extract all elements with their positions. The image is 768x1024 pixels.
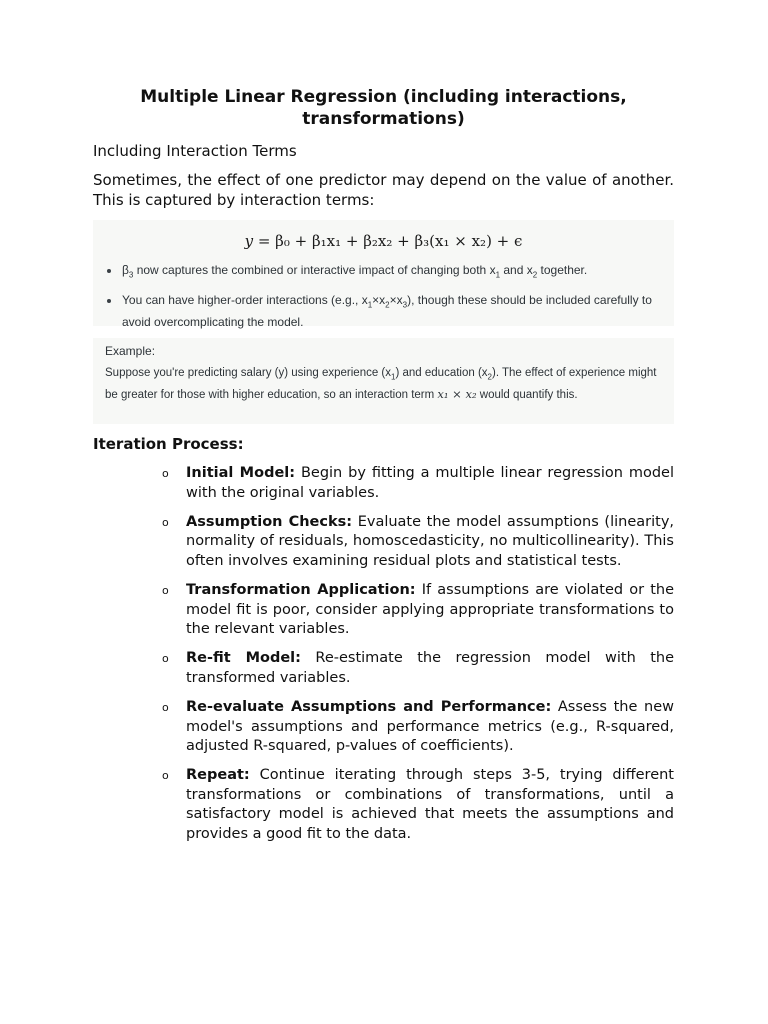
bullet-text: β <box>122 263 129 277</box>
step-title: Transformation Application: <box>186 581 416 598</box>
step-title: Repeat: <box>186 767 250 784</box>
step-body: Continue iterating through steps 3-5, trying different transformations or combinations of transformations, until a satisfactory model is achieved that meets the assumptions and provides a good fit to the data. <box>186 767 674 842</box>
step-transformation-application <box>162 581 674 640</box>
step-body: Re-estimate the regression model with the transformed variables. <box>186 650 674 686</box>
step-body: Assess the new model's assumptions and performance metrics (e.g., R-squared, adjusted R-squared, p-values of coefficients). <box>186 698 674 755</box>
bullet-marker: o <box>162 583 169 597</box>
example-panel <box>93 338 674 424</box>
bullet-text: together. <box>537 263 588 277</box>
bullet-marker: o <box>162 700 169 714</box>
step-title: Assumption Checks: <box>186 513 353 530</box>
subscript: 1 <box>367 300 373 310</box>
subscript: 2 <box>532 270 538 280</box>
bullet-marker: o <box>162 652 169 666</box>
bullet-marker: o <box>162 515 169 529</box>
step-assumption-checks <box>162 513 674 572</box>
interaction-formula <box>93 232 674 250</box>
subscript: 1 <box>391 372 396 382</box>
step-title: Re-fit Model: <box>186 650 301 667</box>
step-title: Initial Model: <box>186 465 296 481</box>
step-refit-model <box>162 649 674 688</box>
page-title: Multiple Linear Regression (including interactions, transformations) <box>140 87 627 129</box>
subscript: 3 <box>402 300 408 310</box>
bullet-text: ), though these should be included carefully to avoid overcomplicating the model. <box>122 292 652 329</box>
bullet-text: now captures the combined or interactive impact of changing both x <box>133 263 496 277</box>
iteration-steps-list <box>162 464 674 854</box>
bullet-item <box>105 292 667 331</box>
example-fragment: ). The effect of experience might be greater for those with higher education, so an interaction term <box>105 367 657 401</box>
step-reevaluate <box>162 698 674 757</box>
subscript: 1 <box>495 270 501 280</box>
example-fragment: ) and education (x <box>395 367 488 379</box>
inline-math: x₁ × x₂ <box>437 386 477 401</box>
intro-paragraph: Sometimes, the effect of one predictor may depend on the value of another. This is captured by interaction terms: <box>93 171 674 209</box>
formula-rhs: = β₀ + β₁x₁ + β₂x₂ + β₃(x₁ × x₂) + ϵ <box>257 232 523 250</box>
bullet-text: ×x <box>372 292 386 307</box>
step-title: Re-evaluate Assumptions and Performance: <box>186 698 552 715</box>
example-label: Example: <box>105 344 156 358</box>
step-initial-model <box>162 464 674 503</box>
example-fragment: would quantify this. <box>476 388 578 401</box>
iteration-heading: Iteration Process: <box>93 435 244 453</box>
step-body: If assumptions are violated or the model fit is poor, consider applying appropriate transformations to the relevant variables. <box>186 581 674 638</box>
step-repeat <box>162 766 674 844</box>
step-body: Begin by fitting a multiple linear regression model with the original variables. <box>186 465 674 501</box>
bullet-text: You can have higher-order interactions (e.g., x <box>122 292 368 307</box>
subscript: 2 <box>487 372 492 382</box>
formula-bullet-list <box>105 262 667 339</box>
subscript: 2 <box>385 300 390 310</box>
bullet-marker: o <box>162 467 169 480</box>
bullet-text: ×x <box>389 292 403 307</box>
step-body: Evaluate the model assumptions (linearity, normality of residuals, homoscedasticity, no multicollinearity). This often involves examining residual plots and statistical tests. <box>186 513 675 569</box>
section-subheading: Including Interaction Terms <box>93 142 297 160</box>
bullet-marker: o <box>162 769 169 783</box>
subscript: 3 <box>128 270 134 280</box>
bullet-item <box>105 262 667 284</box>
example-fragment: Suppose you're predicting salary (y) using experience (x <box>105 367 392 379</box>
formula-panel <box>93 220 674 329</box>
bullet-text: and x <box>500 263 533 277</box>
formula-lhs: y <box>244 232 254 250</box>
example-text <box>105 365 663 404</box>
